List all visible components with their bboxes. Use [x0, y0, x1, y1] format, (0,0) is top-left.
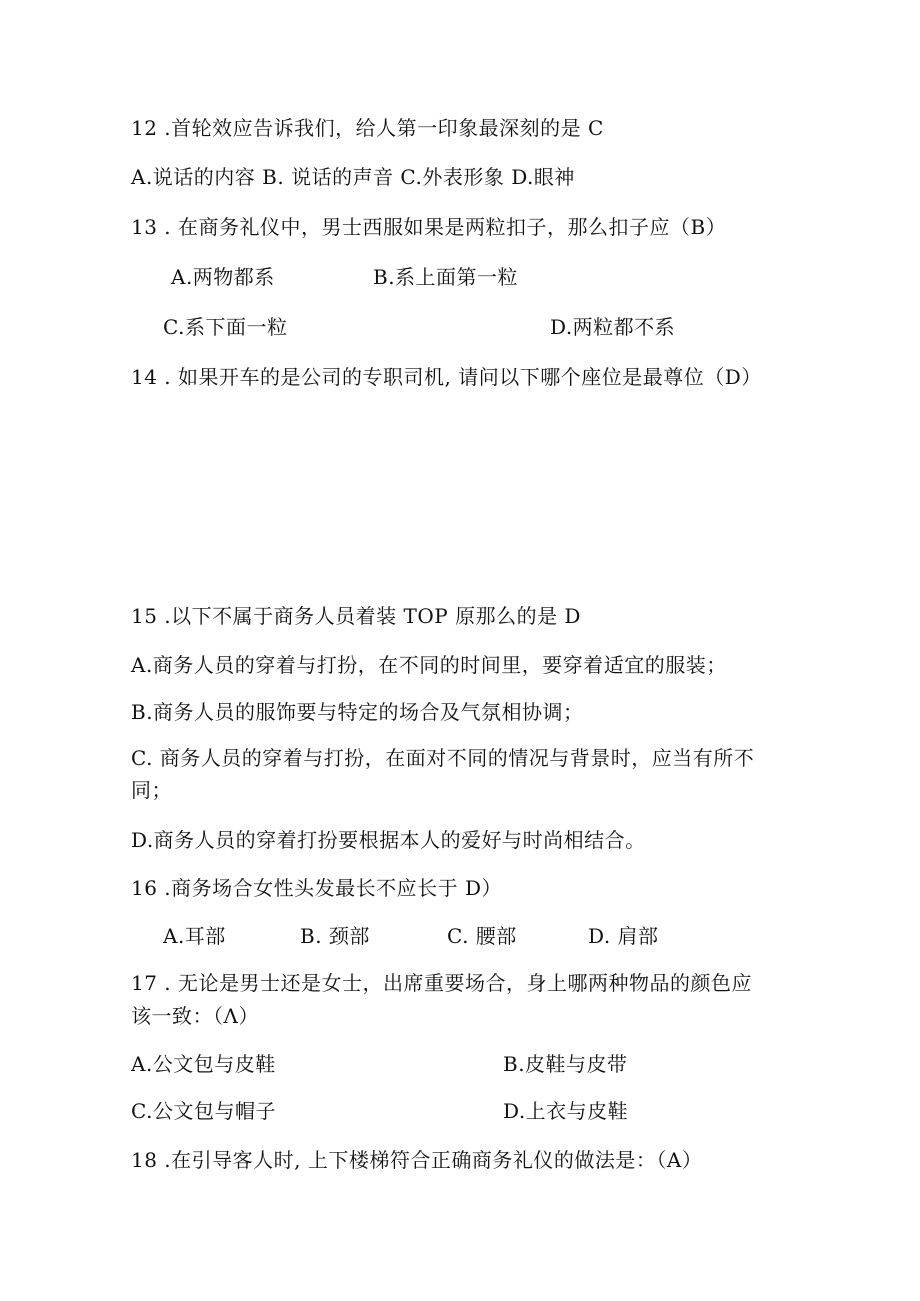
question-13-option-d: D.两粒都不系 — [550, 315, 676, 339]
question-15-option-a: A.商务人员的穿着与打扮，在不同的时间里，要穿着适宜的服装； — [131, 653, 727, 677]
question-18-stem: 18 .在引导客人时, 上下楼梯符合正确商务礼仪的做法是：（A） — [131, 1148, 703, 1172]
question-16-option-d: D. 肩部 — [588, 924, 659, 948]
question-17-stem-line-2: 该一致：（Λ） — [131, 1004, 259, 1028]
question-17-stem-line-1: 17 . 无论是男士还是女士，出席重要场合，身上哪两种物品的颜色应 — [131, 971, 753, 995]
question-13-option-c: C.系下面一粒 — [163, 315, 288, 339]
question-14-stem: 14 . 如果开车的是公司的专职司机, 请问以下哪个座位是最尊位（D） — [131, 365, 762, 389]
question-16-option-b: B. 颈部 — [300, 924, 370, 948]
question-15-option-c: C. 商务人员的穿着与打扮，在面对不同的情况与背景时，应当有所不 — [131, 746, 755, 770]
question-12-options: A.说话的内容 B. 说话的声音 C.外表形象 D.眼神 — [131, 165, 575, 189]
question-15-option-d: D.商务人员的穿着打扮要根据本人的爱好与时尚相结合。 — [131, 828, 646, 852]
question-16-option-a: A.耳部 — [163, 924, 226, 948]
question-15-option-c-continued: 同； — [131, 778, 172, 802]
question-13-option-b: B.系上面第一粒 — [373, 265, 519, 289]
question-16-stem: 16 .商务场合女性头发最长不应长于 D） — [131, 876, 503, 900]
question-16-option-c: C. 腰部 — [447, 924, 517, 948]
question-15-stem: 15 .以下不属于商务人员着装 TOP 原那么的是 D — [131, 604, 581, 628]
question-12-stem: 12 .首轮效应告诉我们，给人第一印象最深刻的是 C — [131, 116, 604, 140]
question-17-option-d: D.上衣与皮鞋 — [503, 1099, 629, 1123]
question-13-option-a: A.两物都系 — [171, 265, 275, 289]
question-13-stem: 13 . 在商务礼仪中，男士西服如果是两粒扣子，那么扣子应（B） — [131, 215, 727, 239]
question-17-option-b: B.皮鞋与皮带 — [503, 1052, 628, 1076]
question-17-option-c: C.公文包与帽子 — [131, 1099, 276, 1123]
question-17-option-a: A.公文包与皮鞋 — [131, 1052, 276, 1076]
question-15-option-b: B.商务人员的服饰要与特定的场合及气氛相协调； — [131, 700, 584, 724]
